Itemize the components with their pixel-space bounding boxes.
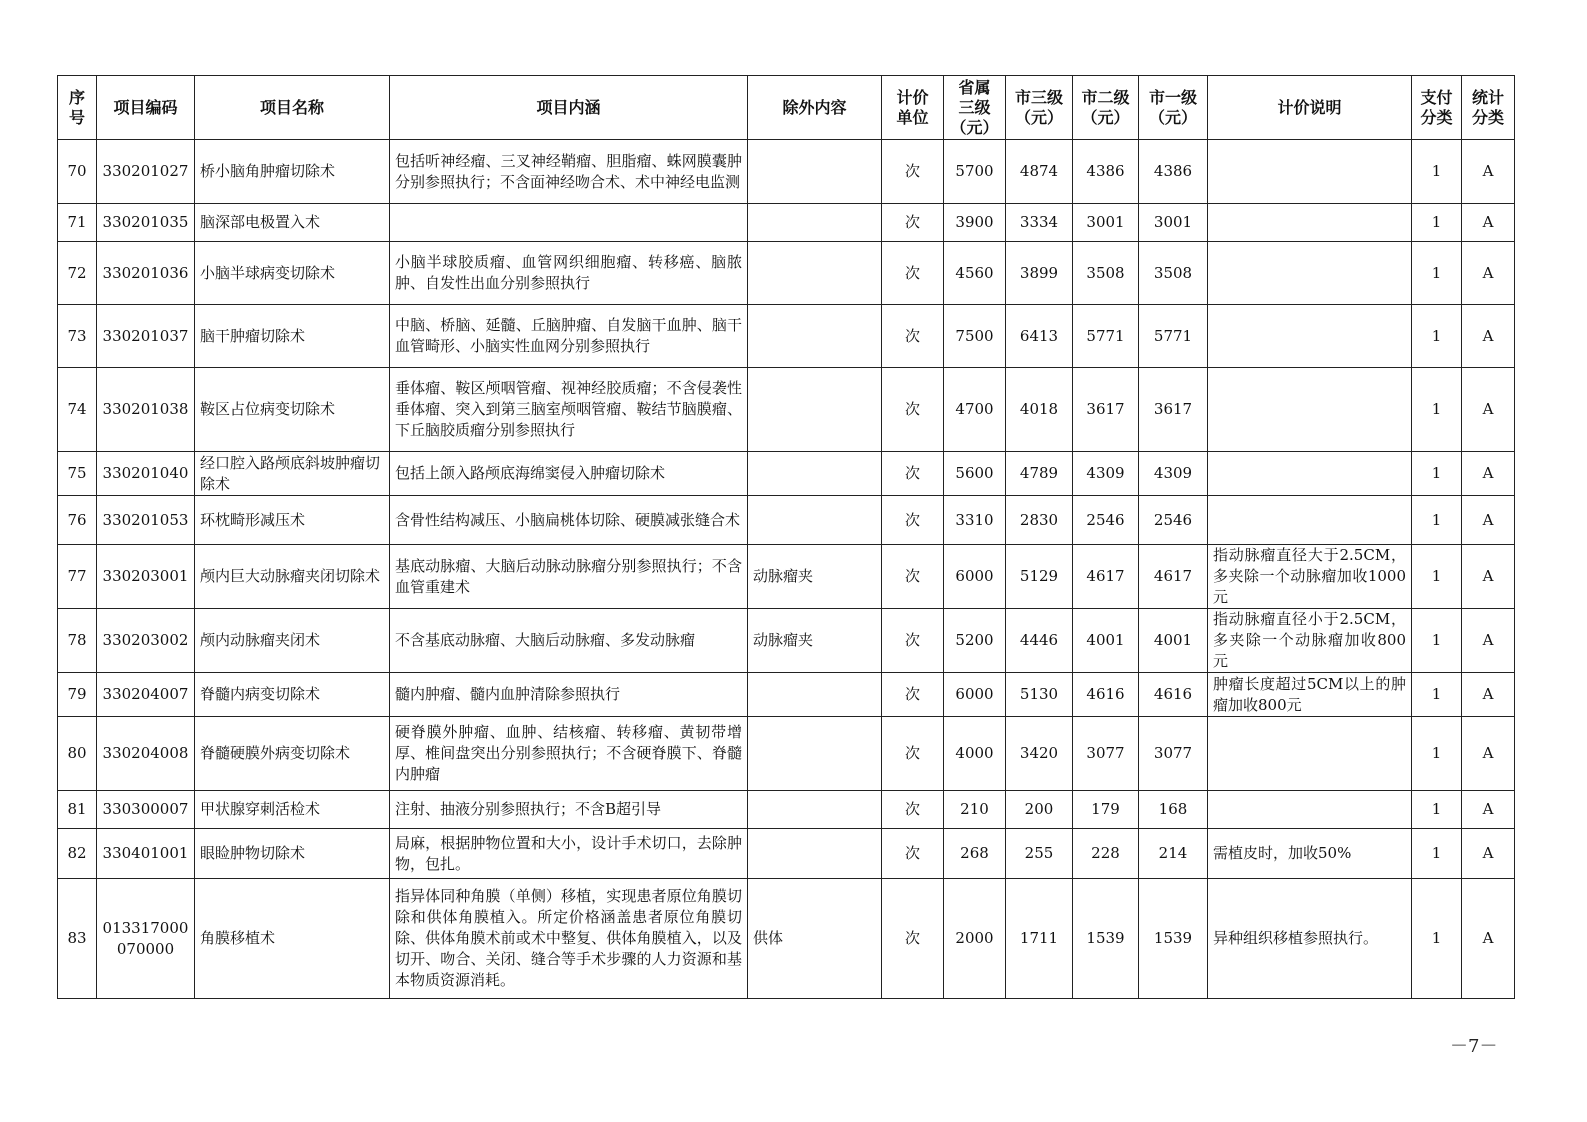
header-note: [1208, 76, 1412, 140]
header-name: [195, 76, 390, 140]
cell-payment: 1: [1412, 496, 1462, 545]
cell-unit: 次: [882, 879, 944, 999]
cell-name: 脊髓内病变切除术: [195, 673, 390, 717]
cell-price-city3: 6413: [1006, 305, 1073, 368]
table-row: [58, 140, 1515, 204]
cell-price-city2: 3508: [1073, 242, 1139, 305]
cell-no: 73: [58, 305, 97, 368]
cell-exclusion: [748, 204, 882, 242]
cell-name: 眼睑肿物切除术: [195, 829, 390, 879]
cell-price-provincial: 2000: [944, 879, 1006, 999]
header-price-city1: [1139, 76, 1208, 140]
cell-content: [390, 204, 748, 242]
header-price-city3: [1006, 76, 1073, 140]
cell-payment: 1: [1412, 204, 1462, 242]
cell-content: 基底动脉瘤、大脑后动脉动脉瘤分别参照执行；不含血管重建术: [390, 545, 748, 609]
cell-no: 78: [58, 609, 97, 673]
cell-price-city1: 2546: [1139, 496, 1208, 545]
cell-price-city1: 4616: [1139, 673, 1208, 717]
cell-price-city3: 2830: [1006, 496, 1073, 545]
cell-name: 颅内动脉瘤夹闭术: [195, 609, 390, 673]
cell-stat: A: [1462, 204, 1515, 242]
header-label: 统计 分类: [1471, 87, 1504, 127]
cell-exclusion: [748, 140, 882, 204]
cell-exclusion: [748, 368, 882, 452]
cell-code: 330401001: [97, 829, 195, 879]
table-row: [58, 673, 1515, 717]
cell-exclusion: [748, 452, 882, 496]
header-payment: [1412, 76, 1462, 140]
header-label: 项目编码: [113, 97, 178, 117]
cell-stat: A: [1462, 496, 1515, 545]
cell-code: 330203002: [97, 609, 195, 673]
header-label: 项目名称: [259, 97, 324, 117]
cell-price-provincial: 268: [944, 829, 1006, 879]
cell-price-city3: 5129: [1006, 545, 1073, 609]
cell-exclusion: [748, 717, 882, 791]
cell-note: 需植皮时，加收50%: [1208, 829, 1412, 879]
cell-note: [1208, 140, 1412, 204]
cell-name: 颅内巨大动脉瘤夹闭切除术: [195, 545, 390, 609]
cell-note: [1208, 242, 1412, 305]
cell-note: [1208, 368, 1412, 452]
cell-price-city1: 3617: [1139, 368, 1208, 452]
cell-price-city3: 4018: [1006, 368, 1073, 452]
cell-price-provincial: 5600: [944, 452, 1006, 496]
cell-price-city2: 3001: [1073, 204, 1139, 242]
cell-code: 330201038: [97, 368, 195, 452]
cell-price-provincial: 4000: [944, 717, 1006, 791]
cell-price-city3: 200: [1006, 791, 1073, 829]
cell-stat: A: [1462, 791, 1515, 829]
header-label: 市一级 （元）: [1148, 87, 1197, 127]
cell-price-city3: 3899: [1006, 242, 1073, 305]
cell-no: 74: [58, 368, 97, 452]
cell-content: 不含基底动脉瘤、大脑后动脉瘤、多发动脉瘤: [390, 609, 748, 673]
cell-unit: 次: [882, 140, 944, 204]
cell-no: 76: [58, 496, 97, 545]
cell-price-provincial: 5200: [944, 609, 1006, 673]
header-label: 计价说明: [1277, 97, 1342, 117]
cell-price-city2: 179: [1073, 791, 1139, 829]
table-row: [58, 609, 1515, 673]
header-label: 支付 分类: [1420, 87, 1453, 127]
price-table: [57, 75, 1515, 999]
cell-unit: 次: [882, 452, 944, 496]
cell-content: 垂体瘤、鞍区颅咽管瘤、视神经胶质瘤；不含侵袭性垂体瘤、突入到第三脑室颅咽管瘤、鞍结节脑膜瘤、下丘脑胶质瘤分别参照执行: [390, 368, 748, 452]
cell-exclusion: [748, 496, 882, 545]
cell-price-city1: 168: [1139, 791, 1208, 829]
cell-code: 330204007: [97, 673, 195, 717]
cell-price-city1: 4617: [1139, 545, 1208, 609]
cell-no: 70: [58, 140, 97, 204]
cell-payment: 1: [1412, 673, 1462, 717]
cell-price-provincial: 6000: [944, 545, 1006, 609]
header-price-provincial: [944, 76, 1006, 140]
cell-no: 71: [58, 204, 97, 242]
cell-note: 异种组织移植参照执行。: [1208, 879, 1412, 999]
cell-unit: 次: [882, 545, 944, 609]
cell-code: 013317000070000: [97, 879, 195, 999]
cell-price-city1: 4309: [1139, 452, 1208, 496]
cell-stat: A: [1462, 368, 1515, 452]
cell-price-city3: 1711: [1006, 879, 1073, 999]
cell-stat: A: [1462, 452, 1515, 496]
cell-exclusion: [748, 242, 882, 305]
cell-name: 脊髓硬膜外病变切除术: [195, 717, 390, 791]
cell-price-city1: 214: [1139, 829, 1208, 879]
cell-unit: 次: [882, 496, 944, 545]
cell-price-city2: 4001: [1073, 609, 1139, 673]
header-stat: [1462, 76, 1515, 140]
cell-no: 79: [58, 673, 97, 717]
cell-no: 81: [58, 791, 97, 829]
page-number: －7－: [1450, 1036, 1498, 1057]
cell-price-city2: 228: [1073, 829, 1139, 879]
cell-price-city3: 3420: [1006, 717, 1073, 791]
cell-price-city3: 255: [1006, 829, 1073, 879]
cell-note: 指动脉瘤直径大于2.5CM，多夹除一个动脉瘤加收1000元: [1208, 545, 1412, 609]
cell-price-city2: 4309: [1073, 452, 1139, 496]
cell-stat: A: [1462, 545, 1515, 609]
cell-exclusion: [748, 673, 882, 717]
cell-no: 82: [58, 829, 97, 879]
cell-price-provincial: 4700: [944, 368, 1006, 452]
cell-price-provincial: 4560: [944, 242, 1006, 305]
cell-unit: 次: [882, 829, 944, 879]
cell-code: 330201053: [97, 496, 195, 545]
cell-stat: A: [1462, 305, 1515, 368]
cell-price-city1: 5771: [1139, 305, 1208, 368]
cell-name: 小脑半球病变切除术: [195, 242, 390, 305]
cell-price-provincial: 6000: [944, 673, 1006, 717]
cell-exclusion: [748, 305, 882, 368]
cell-price-provincial: 3900: [944, 204, 1006, 242]
cell-payment: 1: [1412, 452, 1462, 496]
cell-name: 脑干肿瘤切除术: [195, 305, 390, 368]
cell-payment: 1: [1412, 717, 1462, 791]
cell-unit: 次: [882, 609, 944, 673]
header-label: 市二级 （元）: [1081, 87, 1130, 127]
cell-name: 甲状腺穿刺活检术: [195, 791, 390, 829]
header-label: 除外内容: [782, 97, 847, 117]
table-row: [58, 204, 1515, 242]
cell-unit: 次: [882, 673, 944, 717]
cell-code: 330201036: [97, 242, 195, 305]
cell-content: 硬脊膜外肿瘤、血肿、结核瘤、转移瘤、黄韧带增厚、椎间盘突出分别参照执行；不含硬脊膜下、脊髓内肿瘤: [390, 717, 748, 791]
cell-name: 鞍区占位病变切除术: [195, 368, 390, 452]
cell-exclusion: [748, 791, 882, 829]
cell-exclusion: 动脉瘤夹: [748, 545, 882, 609]
cell-payment: 1: [1412, 545, 1462, 609]
cell-note: 指动脉瘤直径小于2.5CM，多夹除一个动脉瘤加收800元: [1208, 609, 1412, 673]
table-row: [58, 879, 1515, 999]
header-exclusion: [748, 76, 882, 140]
cell-payment: 1: [1412, 879, 1462, 999]
cell-name: 脑深部电极置入术: [195, 204, 390, 242]
cell-content: 指异体同种角膜（单侧）移植，实现患者原位角膜切除和供体角膜植入。所定价格涵盖患者原位角膜切除、供体角膜术前或术中整复、供体角膜植入，以及切开、吻合、关闭、缝合等手术步骤的人力资源和基本物质资源消耗。: [390, 879, 748, 999]
header-label: 计价 单位: [896, 87, 929, 127]
table-row: [58, 829, 1515, 879]
header-price-city2: [1073, 76, 1139, 140]
table-row: [58, 545, 1515, 609]
cell-no: 75: [58, 452, 97, 496]
cell-price-city2: 3617: [1073, 368, 1139, 452]
cell-stat: A: [1462, 879, 1515, 999]
cell-name: 经口腔入路颅底斜坡肿瘤切除术: [195, 452, 390, 496]
cell-stat: A: [1462, 673, 1515, 717]
cell-price-city1: 4001: [1139, 609, 1208, 673]
header-unit: [882, 76, 944, 140]
cell-no: 77: [58, 545, 97, 609]
cell-note: [1208, 496, 1412, 545]
header-label: 序 号: [68, 87, 85, 127]
cell-content: 含骨性结构减压、小脑扁桃体切除、硬膜减张缝合术: [390, 496, 748, 545]
cell-no: 83: [58, 879, 97, 999]
cell-payment: 1: [1412, 242, 1462, 305]
cell-code: 330201027: [97, 140, 195, 204]
table-row: [58, 717, 1515, 791]
cell-code: 330201037: [97, 305, 195, 368]
cell-price-provincial: 7500: [944, 305, 1006, 368]
cell-price-city3: 4446: [1006, 609, 1073, 673]
cell-unit: 次: [882, 368, 944, 452]
cell-price-city1: 4386: [1139, 140, 1208, 204]
cell-price-city2: 4386: [1073, 140, 1139, 204]
header-content: [390, 76, 748, 140]
table-row: [58, 496, 1515, 545]
cell-payment: 1: [1412, 609, 1462, 673]
cell-name: 桥小脑角肿瘤切除术: [195, 140, 390, 204]
cell-price-city2: 2546: [1073, 496, 1139, 545]
cell-unit: 次: [882, 791, 944, 829]
cell-exclusion: 供体: [748, 879, 882, 999]
cell-content: 包括听神经瘤、三叉神经鞘瘤、胆脂瘤、蛛网膜囊肿分别参照执行；不含面神经吻合术、术中神经电监测: [390, 140, 748, 204]
cell-exclusion: [748, 829, 882, 879]
cell-name: 环枕畸形减压术: [195, 496, 390, 545]
table-row: [58, 452, 1515, 496]
cell-price-city1: 3001: [1139, 204, 1208, 242]
cell-note: [1208, 305, 1412, 368]
cell-price-city2: 3077: [1073, 717, 1139, 791]
cell-code: 330201040: [97, 452, 195, 496]
cell-unit: 次: [882, 204, 944, 242]
table-row: [58, 242, 1515, 305]
cell-price-provincial: 210: [944, 791, 1006, 829]
cell-code: 330300007: [97, 791, 195, 829]
cell-price-city3: 4874: [1006, 140, 1073, 204]
cell-content: 局麻，根据肿物位置和大小，设计手术切口，去除肿物，包扎。: [390, 829, 748, 879]
cell-stat: A: [1462, 717, 1515, 791]
header-label: 市三级 （元）: [1014, 87, 1063, 127]
cell-content: 包括上颌入路颅底海绵窦侵入肿瘤切除术: [390, 452, 748, 496]
cell-note: [1208, 717, 1412, 791]
cell-note: [1208, 204, 1412, 242]
header-label: 省属 三级 （元）: [950, 77, 999, 137]
cell-note: [1208, 791, 1412, 829]
table-row: [58, 368, 1515, 452]
header-row: [58, 76, 1515, 140]
cell-unit: 次: [882, 717, 944, 791]
header-no: [58, 76, 97, 140]
cell-price-city3: 4789: [1006, 452, 1073, 496]
table-row: [58, 791, 1515, 829]
table-row: [58, 305, 1515, 368]
cell-content: 髓内肿瘤、髓内血肿清除参照执行: [390, 673, 748, 717]
cell-price-city1: 1539: [1139, 879, 1208, 999]
cell-stat: A: [1462, 140, 1515, 204]
cell-code: 330201035: [97, 204, 195, 242]
cell-note: [1208, 452, 1412, 496]
cell-unit: 次: [882, 242, 944, 305]
cell-exclusion: 动脉瘤夹: [748, 609, 882, 673]
cell-content: 注射、抽液分别参照执行；不含B超引导: [390, 791, 748, 829]
header-label: 项目内涵: [536, 97, 601, 117]
cell-price-city3: 5130: [1006, 673, 1073, 717]
cell-payment: 1: [1412, 829, 1462, 879]
cell-price-provincial: 5700: [944, 140, 1006, 204]
cell-note: 肿瘤长度超过5CM以上的肿瘤加收800元: [1208, 673, 1412, 717]
cell-content: 中脑、桥脑、延髓、丘脑肿瘤、自发脑干血肿、脑干血管畸形、小脑实性血网分别参照执行: [390, 305, 748, 368]
cell-price-city2: 5771: [1073, 305, 1139, 368]
cell-stat: A: [1462, 242, 1515, 305]
cell-content: 小脑半球胶质瘤、血管网织细胞瘤、转移癌、脑脓肿、自发性出血分别参照执行: [390, 242, 748, 305]
cell-price-city2: 4616: [1073, 673, 1139, 717]
cell-payment: 1: [1412, 305, 1462, 368]
cell-payment: 1: [1412, 140, 1462, 204]
cell-name: 角膜移植术: [195, 879, 390, 999]
cell-stat: A: [1462, 829, 1515, 879]
cell-no: 72: [58, 242, 97, 305]
cell-unit: 次: [882, 305, 944, 368]
cell-code: 330204008: [97, 717, 195, 791]
header-code: [97, 76, 195, 140]
cell-price-provincial: 3310: [944, 496, 1006, 545]
cell-price-city2: 1539: [1073, 879, 1139, 999]
cell-payment: 1: [1412, 791, 1462, 829]
cell-code: 330203001: [97, 545, 195, 609]
cell-price-city2: 4617: [1073, 545, 1139, 609]
cell-stat: A: [1462, 609, 1515, 673]
cell-price-city3: 3334: [1006, 204, 1073, 242]
cell-price-city1: 3508: [1139, 242, 1208, 305]
cell-price-city1: 3077: [1139, 717, 1208, 791]
cell-no: 80: [58, 717, 97, 791]
cell-payment: 1: [1412, 368, 1462, 452]
